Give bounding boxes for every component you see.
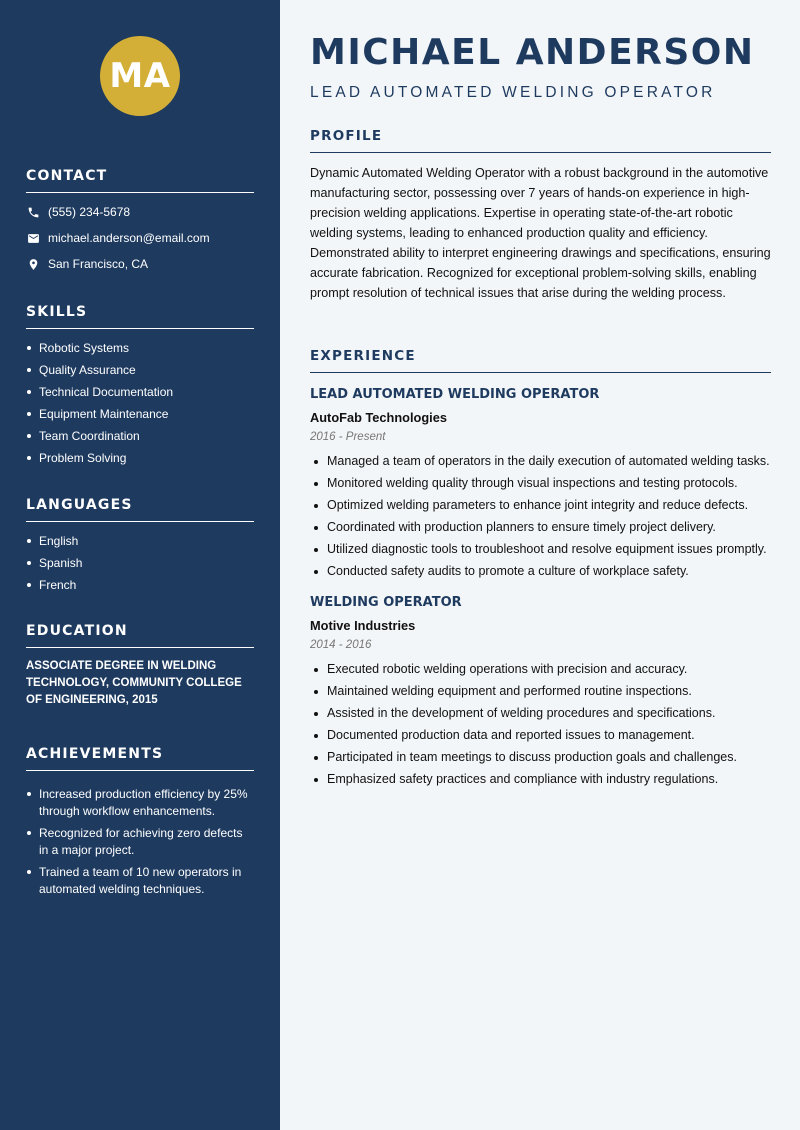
skill-item: Team Coordination (26, 428, 254, 445)
job-bullets (310, 453, 771, 581)
experience-heading: EXPERIENCE (310, 348, 771, 373)
contact-phone (26, 199, 254, 225)
job-dates: 2016 - Present (310, 431, 386, 443)
languages-list (26, 533, 254, 594)
achievements-list (26, 786, 254, 898)
profile-heading: PROFILE (310, 128, 771, 153)
skills-section (26, 304, 254, 472)
job-bullet: Assisted in the development of welding procedures and specifications. (310, 705, 771, 723)
language-item: French (26, 577, 254, 594)
candidate-name: MICHAEL ANDERSON (310, 32, 755, 73)
job-title: WELDING OPERATOR (310, 594, 462, 610)
skills-list (26, 340, 254, 467)
skill-item: Problem Solving (26, 450, 254, 467)
job-bullets (310, 661, 771, 789)
skill-item: Quality Assurance (26, 362, 254, 379)
job-entry (310, 387, 771, 581)
skill-item: Equipment Maintenance (26, 406, 254, 423)
avatar-initials: MA (100, 36, 180, 116)
email-text: michael.anderson@email.com (48, 231, 210, 245)
job-company: Motive Industries (310, 617, 416, 633)
job-bullet: Executed robotic welding operations with precision and accuracy. (310, 661, 771, 679)
contact-section (26, 168, 254, 277)
job-entry (310, 595, 771, 789)
education-text: ASSOCIATE DEGREE IN WELDING TECHNOLOGY, COMMUNITY COLLEGE OF ENGINEERING, 2015 (26, 660, 242, 706)
achievements-heading: ACHIEVEMENTS (26, 746, 254, 771)
skill-item: Robotic Systems (26, 340, 254, 357)
experience-section (310, 348, 771, 793)
profile-section (310, 128, 771, 303)
contact-location (26, 251, 254, 277)
job-dates: 2014 - 2016 (310, 638, 372, 651)
job-bullet: Utilized diagnostic tools to troubleshoot and resolve equipment issues promptly. (310, 541, 771, 559)
achievement-item: Trained a team of 10 new operators in automated welding techniques. (26, 864, 254, 898)
language-item: English (26, 533, 254, 550)
job-bullet: Managed a team of operators in the daily execution of automated welding tasks. (310, 453, 771, 471)
location-text: San Francisco, CA (48, 257, 149, 271)
email-icon (26, 231, 40, 245)
job-bullet: Participated in team meetings to discuss production goals and challenges. (310, 749, 771, 767)
job-company: AutoFab Technologies (310, 410, 447, 425)
sidebar (0, 0, 280, 1130)
job-title: LEAD AUTOMATED WELDING OPERATOR (310, 387, 600, 402)
language-item: Spanish (26, 555, 254, 572)
education-heading: EDUCATION (26, 623, 254, 648)
job-bullet: Optimized welding parameters to enhance joint integrity and reduce defects. (310, 497, 771, 515)
skill-item: Technical Documentation (26, 384, 254, 401)
candidate-title: LEAD AUTOMATED WELDING OPERATOR (310, 84, 716, 101)
contact-heading: CONTACT (26, 168, 254, 193)
skills-heading: SKILLS (26, 304, 254, 329)
phone-icon (26, 205, 40, 219)
achievements-section (26, 746, 254, 903)
achievement-item: Increased production efficiency by 25% through workflow enhancements. (26, 786, 254, 820)
job-bullet: Emphasized safety practices and compliance with industry regulations. (310, 771, 771, 789)
achievement-item: Recognized for achieving zero defects in a major project. (26, 825, 254, 859)
job-bullet: Monitored welding quality through visual inspections and testing protocols. (310, 475, 771, 493)
job-bullet: Documented production data and reported issues to management. (310, 727, 771, 745)
job-bullet: Maintained welding equipment and performed routine inspections. (310, 683, 771, 701)
contact-email (26, 225, 254, 251)
job-bullet: Coordinated with production planners to ensure timely project delivery. (310, 519, 771, 537)
education-section (26, 623, 254, 709)
languages-heading: LANGUAGES (26, 497, 254, 522)
location-pin-icon (26, 257, 40, 271)
phone-text: (555) 234-5678 (48, 205, 131, 219)
profile-text: Dynamic Automated Welding Operator with a robust background in the automotive manufacturing sector, possessing over 7 years of hands-on experience in high-precision welding applications. Expertise in operating state-of-the-art robotic welding systems, leading to enhanced production quality and efficiency. Demonstrated ability to interpret engineering drawings and specifications, ensuring accurate fabrication. Recognized for exceptional problem-solving skills, enabling prompt resolution of technical issues that arise during the welding process. (310, 166, 771, 300)
languages-section (26, 497, 254, 599)
job-bullet: Conducted safety audits to promote a culture of workplace safety. (310, 563, 771, 581)
